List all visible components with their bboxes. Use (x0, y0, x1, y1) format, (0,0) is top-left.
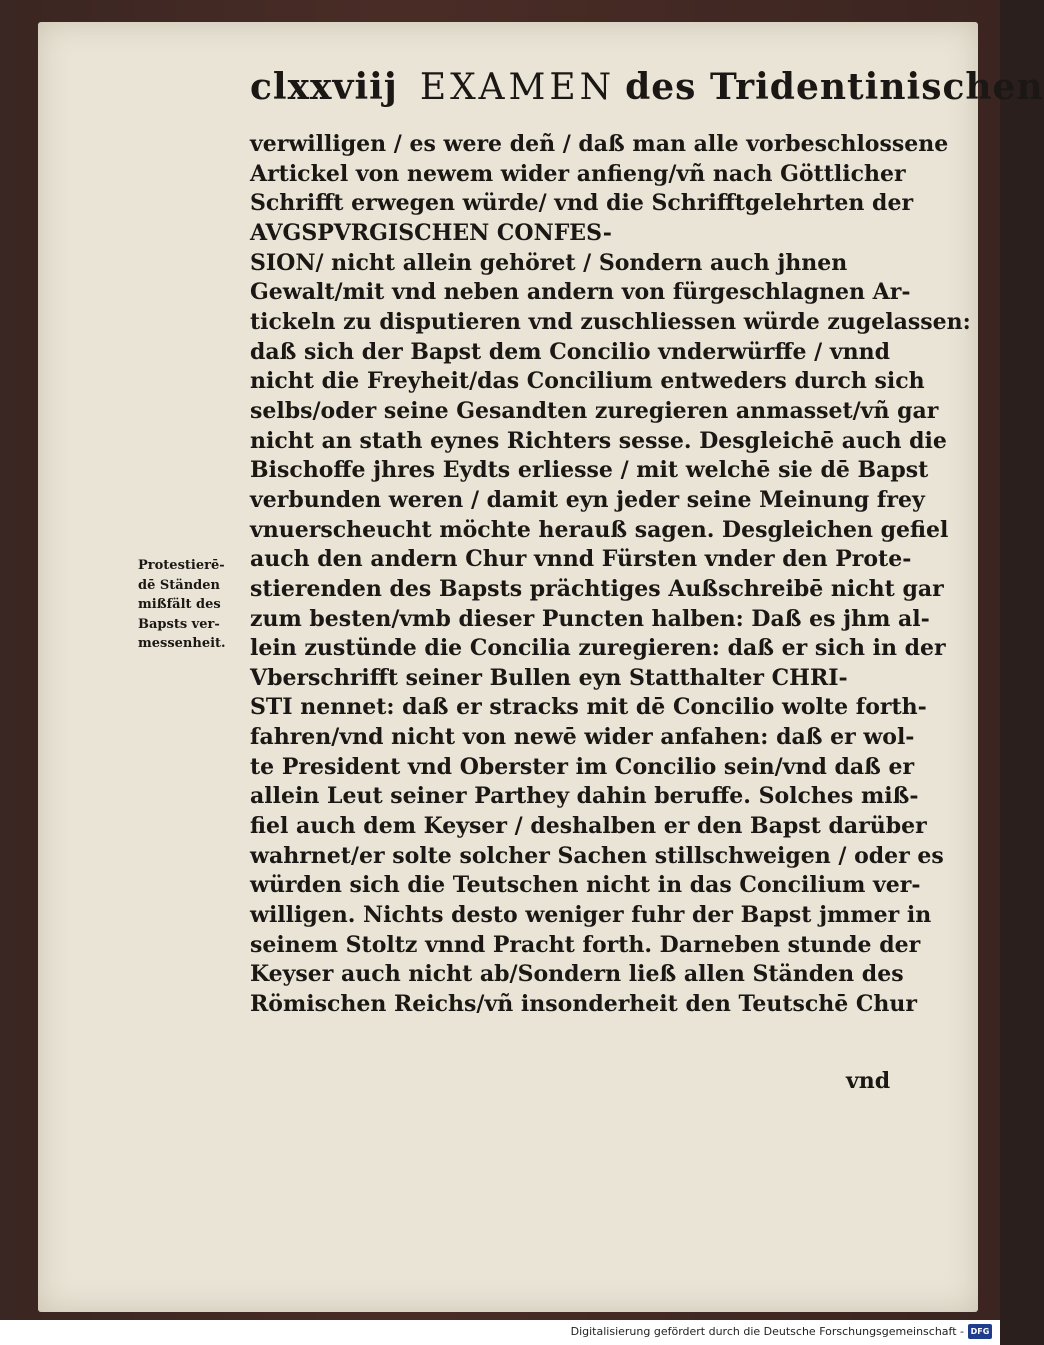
marginal-line: Bapsts ver- (138, 616, 220, 632)
footer-bar (0, 1320, 1000, 1345)
text-line: allein Leut seiner Parthey dahin beruffe. Solches miß- (250, 783, 919, 810)
text-line: te President vnd Oberster im Concilio sein/vnd daß er (250, 753, 915, 780)
dfg-logo-icon[interactable]: DFG (968, 1324, 992, 1339)
folio-number: clxxviij (250, 66, 398, 108)
text-line: zum besten/vmb dieser Puncten halben: Daß es jhm al- (250, 605, 930, 632)
text-line: vnuerscheucht möchte herauß sagen. Desgleichen gefiel (250, 516, 949, 543)
text-line: SION/ nicht allein gehöret / Sondern auch jhnen (250, 249, 848, 276)
text-line: fahren/vnd nicht von newē wider anfahen: daß er wol- (250, 724, 915, 751)
main-text-block (250, 130, 971, 1020)
text-line: tickeln zu disputieren vnd zuschliessen würde zugelassen: (250, 308, 971, 335)
text-line: willigen. Nichts desto weniger fuhr der Bapst jmmer in (250, 902, 932, 929)
funding-credit: Digitalisierung gefördert durch die Deutsche Forschungsgemeinschaft - (570, 1325, 964, 1338)
text-line: selbs/oder seine Gesandten zuregieren anmasset/vñ gar (250, 397, 939, 424)
text-line: daß sich der Bapst dem Concilio vnderwürffe / vnnd (250, 338, 891, 365)
marginal-note (138, 556, 248, 654)
text-line: auch den andern Chur vnnd Fürsten vnder den Prote- (250, 546, 912, 573)
text-line: Römischen Reichs/vñ insonderheit den Teutschē Chur (250, 991, 918, 1018)
text-line: Schrifft erwegen würde/ vnd die Schrifftgelehrten der (250, 190, 914, 217)
running-head-caps: EXAMEN (419, 67, 616, 108)
text-line: Bischoffe jhres Eydts erliesse / mit welchē sie dē Bapst (250, 457, 929, 484)
marginal-line: Protestierē- (138, 558, 225, 573)
text-line: lein zustünde die Concilia zuregieren: daß er sich in der (250, 635, 946, 662)
text-line: Keyser auch nicht ab/Sondern ließ allen Ständen des (250, 961, 904, 988)
text-line: verwilligen / es were deñ / daß man alle vorbeschlossene (250, 131, 949, 157)
text-line: verbunden weren / damit eyn jeder seine Meinung frey (250, 486, 925, 513)
text-line: seinem Stoltz vnnd Pracht forth. Darneben stunde der (250, 931, 921, 958)
marginal-line: dē Ständen (138, 577, 220, 593)
text-line: Artickel von newem wider anfieng/vñ nach Göttlicher (250, 160, 906, 187)
running-head-title: des Tridentinischen (625, 66, 1044, 108)
marginal-line: messenheit. (138, 636, 226, 651)
text-line: Gewalt/mit vnd neben andern von fürgeschlagnen Ar- (250, 279, 911, 306)
text-line: fiel auch dem Keyser / deshalben er den Bapst darüber (250, 813, 927, 840)
text-line: AVGSPVRGISCHEN CONFES- (250, 219, 612, 246)
text-line: wahrnet/er solte solcher Sachen stillschweigen / oder es (250, 842, 944, 869)
running-head (250, 66, 1044, 108)
text-line: würden sich die Teutschen nicht in das Concilium ver- (250, 872, 921, 899)
text-line: STI nennet: daß er stracks mit dē Concilio wolte forth- (250, 694, 927, 721)
text-line: nicht an stath eynes Richters sesse. Desgleichē auch die (250, 427, 947, 454)
marginal-line: mißfält des (138, 597, 221, 612)
text-line: stierenden des Bapsts prächtiges Außschreibē nicht gar (250, 575, 944, 602)
catchword: vnd (846, 1068, 891, 1094)
text-line: nicht die Freyheit/das Concilium entweders durch sich (250, 368, 925, 395)
text-line: Vberschrifft seiner Bullen eyn Statthalter CHRI- (250, 664, 848, 691)
